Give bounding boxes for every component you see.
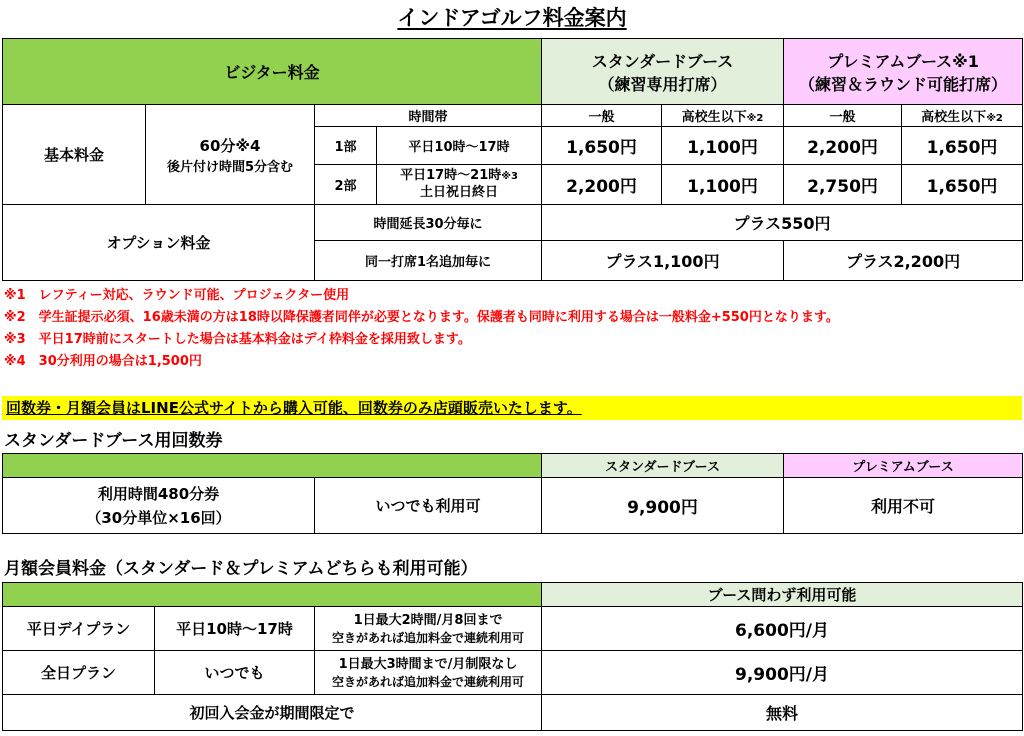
plan-1-detail — [315, 607, 542, 651]
part-1-time: 平日10時～17時 — [377, 127, 542, 165]
part-2-pre-student: 1,650円 — [902, 165, 1023, 205]
ticket-table — [2, 453, 1023, 534]
part-2-std-student: 1,100円 — [662, 165, 784, 205]
entry-fee-label: 初回入会金が期間限定で — [3, 695, 542, 731]
page-title: インドアゴルフ料金案内 — [397, 6, 627, 30]
ticket-section-title: スタンダードブース用回数券 — [4, 431, 223, 451]
plan-2-price: 9,900円/月 — [542, 651, 1023, 695]
duration-sub: 後片付け時間5分含む — [166, 159, 294, 175]
ticket-usage-sub: （30分単位×16回） — [86, 508, 231, 527]
ticket-usage-cell — [3, 478, 315, 534]
plan-1-name: 平日デイプラン — [3, 607, 155, 651]
std-general-header: 一般 — [542, 105, 662, 127]
part-1-std-student: 1,100円 — [662, 127, 784, 165]
extension-label: 時間延長30分毎に — [315, 205, 542, 241]
duration-cell — [146, 105, 315, 205]
standard-booth-sub: （練習専用打席） — [598, 74, 727, 94]
note-2: ※2 学生証提示必須、16歳未満の方は18時以降保護者同伴が必要となります。保護者も同時に利用する場合は一般料金+550円となります。 — [4, 310, 839, 325]
fee-table — [2, 38, 1023, 281]
standard-booth-header — [542, 39, 784, 105]
monthly-header: ブース問わず利用可能 — [542, 583, 1023, 607]
pre-general-header: 一般 — [784, 105, 902, 127]
plan-2-limit: 1日最大3時間まで/月制限なし — [338, 656, 518, 672]
additional-person-std-price: プラス1,100円 — [542, 241, 784, 281]
extension-price: プラス550円 — [542, 205, 1023, 241]
std-student-header: 高校生以下※2 — [662, 105, 784, 127]
monthly-header-blank — [3, 583, 542, 607]
plan-1-price: 6,600円/月 — [542, 607, 1023, 651]
part-2-label: 2部 — [315, 165, 377, 205]
ticket-standard-header: スタンダードブース — [542, 454, 784, 478]
purchase-banner: 回数券・月額会員はLINE公式サイトから購入可能、回数券のみ店頭販売いたします。 — [2, 396, 1022, 420]
premium-booth-sub: （練習＆ラウンド可能打席） — [799, 74, 1008, 94]
monthly-table — [2, 582, 1023, 731]
part-2-time: 平日17時～21時※3 土日祝日終日 — [377, 165, 542, 205]
ticket-availability: いつでも利用可 — [315, 478, 542, 534]
premium-booth-label: プレミアムブース※1 — [827, 51, 979, 71]
part-2-std-general: 2,200円 — [542, 165, 662, 205]
pre-student-header: 高校生以下※2 — [902, 105, 1023, 127]
ticket-std-price: 9,900円 — [542, 478, 784, 534]
basic-fee-label: 基本料金 — [3, 105, 146, 205]
ticket-pre-price: 利用不可 — [784, 478, 1023, 534]
time-zone-header: 時間帯 — [315, 105, 542, 127]
ticket-premium-header: プレミアムブース — [784, 454, 1023, 478]
plan-1-note: 空きがあれば追加料金で連続利用可 — [332, 630, 525, 645]
plan-2-time: いつでも — [155, 651, 315, 695]
plan-1-limit: 1日最大2時間/月8回まで — [353, 612, 503, 628]
part-1-label: 1部 — [315, 127, 377, 165]
option-fee-label: オプション料金 — [3, 205, 315, 281]
note-4: ※4 30分利用の場合は1,500円 — [4, 354, 202, 369]
entry-fee-value: 無料 — [542, 695, 1023, 731]
ticket-usage: 利用時間480分券 — [97, 484, 220, 503]
monthly-section-title: 月額会員料金（スタンダード＆プレミアムどちらも利用可能） — [4, 559, 478, 579]
visitor-fee-header: ビジター料金 — [3, 39, 542, 105]
part-1-pre-student: 1,650円 — [902, 127, 1023, 165]
additional-person-label: 同一打席1名追加毎に — [315, 241, 542, 281]
additional-person-pre-price: プラス2,200円 — [784, 241, 1023, 281]
plan-2-note: 空きがあれば追加料金で連続利用可 — [332, 674, 525, 689]
plan-2-detail — [315, 651, 542, 695]
part-1-pre-general: 2,200円 — [784, 127, 902, 165]
ticket-header-blank — [3, 454, 542, 478]
part-2-pre-general: 2,750円 — [784, 165, 902, 205]
plan-2-name: 全日プラン — [3, 651, 155, 695]
standard-booth-label: スタンダードブース — [591, 51, 734, 71]
part-1-std-general: 1,650円 — [542, 127, 662, 165]
notes-list — [4, 285, 839, 373]
premium-booth-header — [784, 39, 1023, 105]
plan-1-time: 平日10時～17時 — [155, 607, 315, 651]
note-1: ※1 レフティー対応、ラウンド可能、プロジェクター使用 — [4, 288, 350, 303]
note-3: ※3 平日17時前にスタートした場合は基本料金はデイ枠料金を採用致します。 — [4, 332, 471, 347]
duration-label: 60分※4 — [199, 136, 261, 155]
